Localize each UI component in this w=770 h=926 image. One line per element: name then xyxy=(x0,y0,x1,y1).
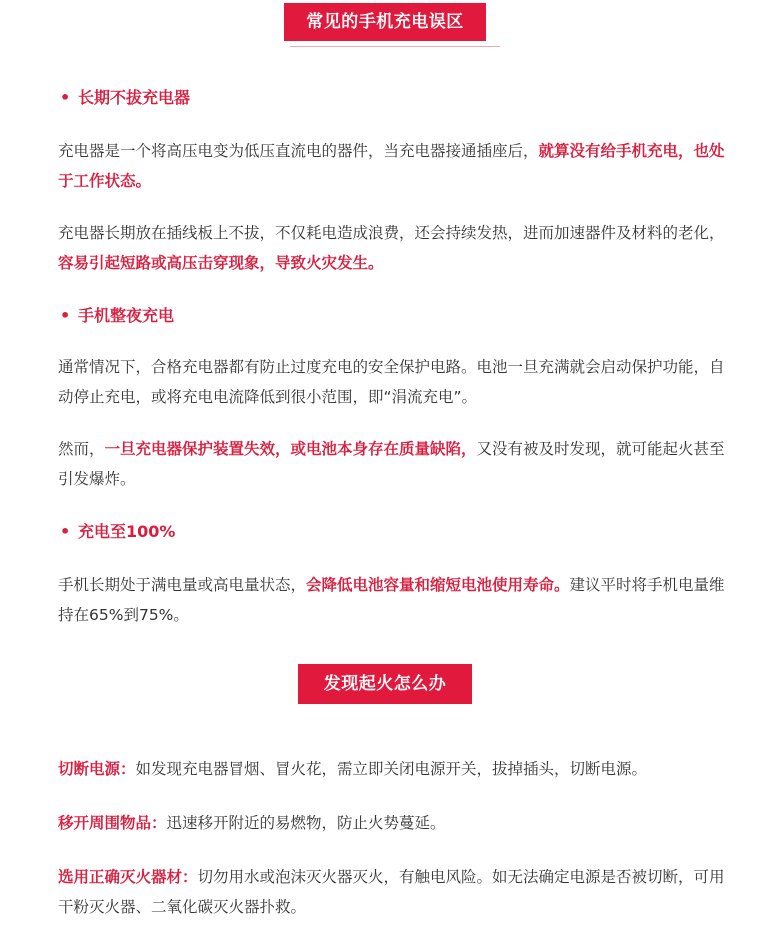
heading-overnight-charging: • 手机整夜充电 xyxy=(60,304,174,328)
section-banner-wrap-2 xyxy=(0,664,770,704)
tip-label: 切断电源： xyxy=(58,760,136,778)
highlight-text: 就算没有给手机充电，也处于工作状态。 xyxy=(58,142,725,190)
fire-tip-cut-power: 切断电源：如发现充电器冒烟、冒火花，需立即关闭电源开关，拔掉插头，切断电源。 xyxy=(58,760,648,778)
heading-unplug-charger: • 长期不拔充电器 xyxy=(60,86,190,110)
highlight-text: 容易引起短路或高压击穿现象，导致火灾发生。 xyxy=(58,254,384,272)
highlight-text: 一旦充电器保护装置失效，或电池本身存在质量缺陷， xyxy=(104,440,477,458)
highlight-text: 会降低电池容量和缩短电池使用寿命。 xyxy=(306,576,570,594)
tip-label: 选用正确灭火器材： xyxy=(58,868,198,886)
fire-tip-extinguisher: 选用正确灭火器材：切勿用水或泡沫灭火器灭火，有触电风险。如无法确定电源是否被切断，可用干粉灭火器、二氧化碳灭火器扑救。 xyxy=(58,868,725,916)
section-banner-wrap-1 xyxy=(0,3,770,47)
bullet-icon: • xyxy=(60,88,71,107)
paragraph: 手机长期处于满电量或高电量状态，会降低电池容量和缩短电池使用寿命。建议平时将手机电量维持在65%到75%。 xyxy=(58,576,725,624)
section-banner-mistakes: 常见的手机充电误区 xyxy=(284,3,486,41)
paragraph: 充电器是一个将高压电变为低压直流电的器件，当充电器接通插座后，就算没有给手机充电，也处于工作状态。 xyxy=(58,142,725,190)
paragraph: 通常情况下，合格充电器都有防止过度充电的安全保护电路。电池一旦充满就会启动保护功能，自动停止充电，或将充电电流降低到很小范围，即“涓流充电”。 xyxy=(58,358,725,406)
tip-label: 移开周围物品： xyxy=(58,814,167,832)
section-banner-fire: 发现起火怎么办 xyxy=(298,664,473,704)
paragraph: 充电器长期放在插线板上不拔，不仅耗电造成浪费，还会持续发热，进而加速器件及材料的老化，容易引起短路或高压击穿现象，导致火灾发生。 xyxy=(58,224,725,272)
banner-underline xyxy=(290,46,500,47)
paragraph: 然而，一旦充电器保护装置失效，或电池本身存在质量缺陷，又没有被及时发现，就可能起火甚至引发爆炸。 xyxy=(58,440,725,488)
heading-charge-100: • 充电至100% xyxy=(60,520,175,544)
bullet-icon: • xyxy=(60,522,71,541)
bullet-icon: • xyxy=(60,306,71,325)
fire-tip-move-items: 移开周围物品：迅速移开附近的易燃物，防止火势蔓延。 xyxy=(58,814,446,832)
